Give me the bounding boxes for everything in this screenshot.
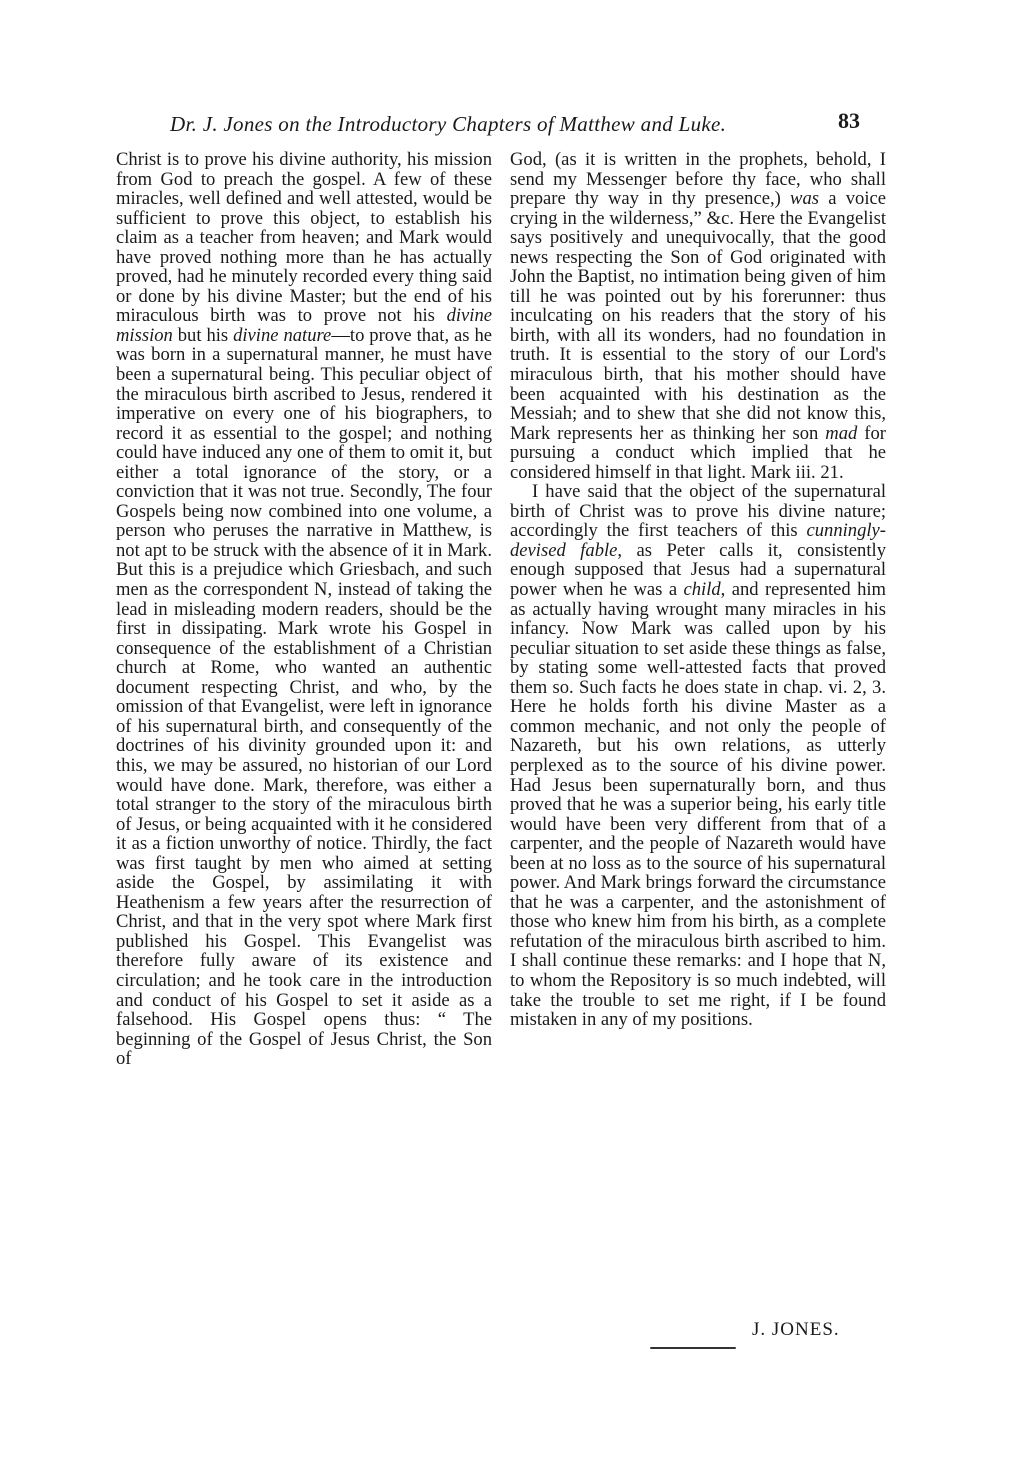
running-header: Dr. J. Jones on the Introductory Chapters of Matthew and Luke.: [170, 112, 727, 136]
emphasis-mad: mad: [825, 422, 858, 444]
text-run: God, (as it is written in the prophets, behold, I send my Messenger before thy face, who shall prepare thy way in thy presence,): [510, 149, 886, 210]
text-run: I have said that the object of the supernatural birth of Christ was to prove his divine nature; accordingly the first teachers of this: [510, 481, 886, 542]
emphasis-child: child: [683, 579, 721, 601]
text-run: but his: [172, 324, 234, 346]
text-run: a voice crying in the wilderness,” &c. Here the Evangelist says positively and unequivocally, that the good news respecting the Son of God originated with John the Baptist, no intimation being given of him till he was pointed out by his forerunner: thus inculcating on his readers that the story of his birth, with all its wonders, had no foundation in truth. It is essential to the story of our Lord's miraculous birth, that his mother should have been acquainted with his destination as the Messiah; and to shew that she did not know this, Mark represents her as thinking her son: [510, 188, 886, 444]
page-number: 83: [838, 108, 860, 133]
text-run: , as Peter calls it, consistently enough supposed that Jesus had a supernatural power when he was a: [510, 539, 886, 601]
left-column: [116, 150, 492, 1069]
left-paragraph: [116, 150, 492, 1069]
end-rule: [650, 1347, 736, 1349]
text-run: —to prove that, as he was born in a supernatural manner, he must have been a supernatural being. This peculiar object of the miraculous birth ascribed to Jesus, rendered it imperative on every one of his biographers, to record it as essential to the gospel; and nothing could have induced any one of them to omit it, but either a total ignorance of the story, or a conviction that it was not true. Secondly, The four Gospels being now combined into one volume, a person who peruses the narrative in Matthew, is not apt to be struck with the absence of it in Mark. But this is a prejudice which Griesbach, and such men as the correspondent N, instead of taking the lead in misleading modern readers, should be the first in dissipating. Mark wrote his Gospel in consequence of the establishment of a Christian church at Rome, who wanted an authentic document respecting Christ, and who, by the omission of that Evangelist, were left in ignorance of his supernatural birth, and consequently of the doctrines of his divinity grounded upon it: and this, we may be assured, no historian of our Lord would have done. Mark, therefore, was either a total stranger to the story of the miraculous birth of Jesus, or being acquainted with it he considered it as a fiction unworthy of notice. Thirdly, the fact was first taught by men who aimed at setting aside the Gospel, by assimilating it with Heathenism a few years after the resurrection of Christ, and that in the very spot where Mark first published his Gospel. This Evangelist was therefore fully aware of its existence and circulation; and he took care in the introduction and conduct of his Gospel to set it aside as a falsehood. His Gospel opens thus: “ The beginning of the Gospel of Jesus Christ, the Son of: [116, 324, 492, 1070]
author-signature: J. JONES.: [752, 1319, 840, 1340]
right-paragraph-2: [510, 482, 886, 1029]
text-run: Christ is to prove his divine authority, his mission from God to preach the gospel. A few of these miracles, well defined and well attested, would be sufficient to prove this object, to establish his claim as a teacher from heaven; and Mark would have proved nothing more than he has actually proved, had he minutely recorded every thing said or done by his divine Master; but the end of his miraculous birth was to prove not his: [116, 149, 492, 327]
emphasis-was: was: [790, 188, 819, 210]
text-run: , and represented him as actually having wrought many miracles in his infancy. Now Mark was called upon by his peculiar situation to set aside these things as false, by stating some well-attested facts that proved them so. Such facts he does state in chap. vi. 2, 3. Here he holds forth his divine Master as a common mechanic, and not only the people of Nazareth, but his own relations, as utterly perplexed as to the source of his divine power. Had Jesus been supernaturally born, and thus proved that he was a superior being, his early title would have been very different from that of a carpenter, and the people of Nazareth would have been at no loss as to the source of his supernatural power. And Mark brings forward the circumstance that he was a carpenter, and the astonishment of those who knew him from his birth, as a complete refutation of the miraculous birth ascribed to him. I shall continue these remarks: and I hope that N, to whom the Repository is so much indebted, will take the trouble to set me right, if I be found mistaken in any of my positions.: [510, 579, 886, 1031]
emphasis-divine-mission: divine mission: [116, 305, 492, 346]
emphasis-divine-nature: divine nature: [233, 324, 332, 346]
emphasis-fable: cunningly-devised fable: [510, 520, 886, 561]
right-column: [510, 150, 886, 1030]
right-paragraph-1: [510, 150, 886, 482]
text-run: for pursuing a conduct which implied that he considered himself in that light. Mark iii. 21.: [510, 422, 886, 483]
